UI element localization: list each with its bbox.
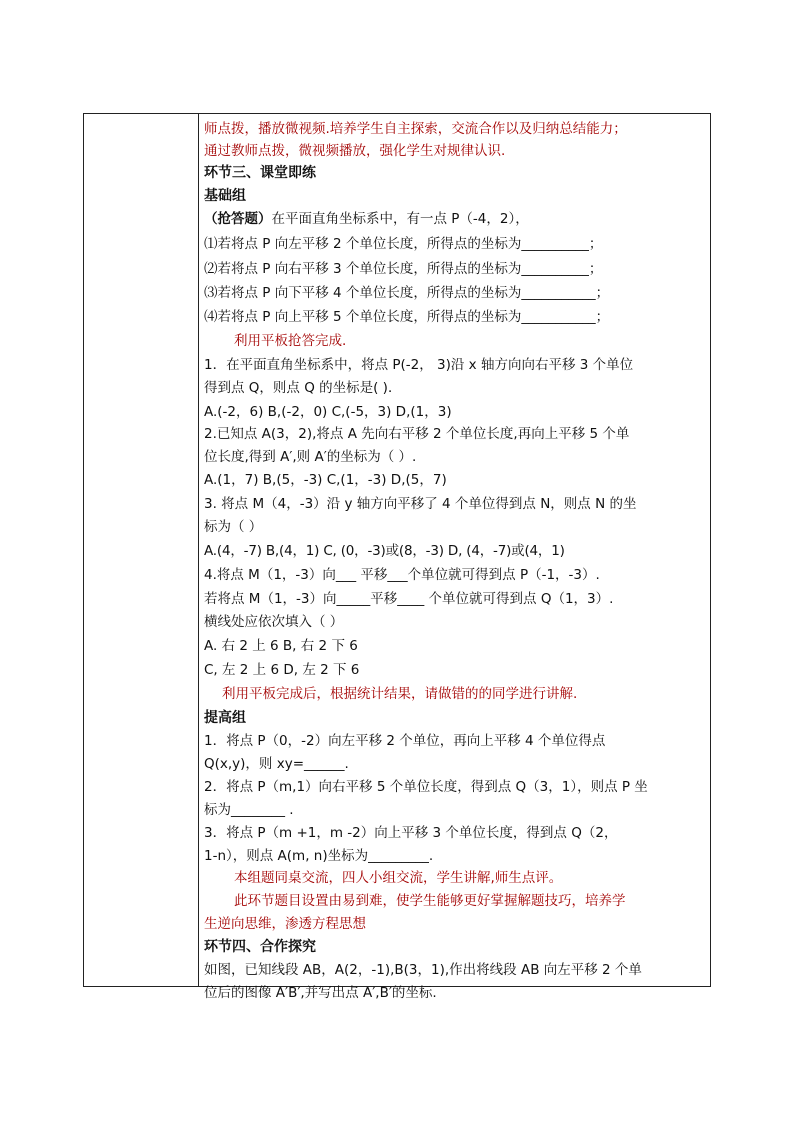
group-heading: 基础组	[204, 188, 246, 204]
answer-options: A.(-2，6) B,(-2，0) C,(-5，3) D,(1，3)	[204, 404, 452, 420]
question-text: 2.已知点 A(3，2),将点 A 先向右平移 2 个单位长度,再向上平移 5 个单	[204, 426, 630, 442]
question-text: 3．将点 P（m +1，m -2）向上平移 3 个单位长度，得到点 Q（2，	[204, 825, 618, 841]
lesson-plan-table	[83, 113, 711, 1001]
question-text: 得到点 Q，则点 Q 的坐标是( )．	[204, 380, 402, 396]
question-text: 3. 将点 M（4，-3）沿 y 轴方向平移了 4 个单位得到点 N，则点 N 的坐	[204, 496, 637, 512]
question-text: 4.将点 M（1，-3）向___ 平移___个单位就可得到点 P（-1，-3）.	[204, 567, 600, 583]
question-text: 在平面直角坐标系中，有一点 P（-4，2），	[271, 211, 529, 227]
text-line: 师点拨，播放微视频.培养学生自主探索，交流合作以及归纳总结能力；	[204, 121, 627, 137]
question-text: 若将点 M（1，-3）向_____平移____ 个单位就可得到点 Q（1，3）.	[204, 591, 614, 607]
teaching-note: 本组题同桌交流，四人小组交流，学生讲解,师生点评。	[234, 870, 563, 886]
question-text: 2．将点 P（m,1）向右平移 5 个单位长度，得到点 Q（3，1），则点 P 坐	[204, 779, 648, 795]
teaching-note: 生逆向思维，渗透方程思想	[204, 916, 366, 932]
answer-options: A.(1，7) B,(5，-3) C,(1，-3) D,(5，7)	[204, 472, 447, 488]
answer-options: A.(4，-7) B,(4，1) C, (0，-3)或(8，-3) D, (4，-7)或(4，1)	[204, 543, 565, 559]
teaching-note: 利用平板完成后，根据统计结果，请做错的的同学进行讲解.	[222, 686, 578, 702]
question-tag: （抢答题）	[204, 211, 272, 227]
question-text: 横线处应依次填入（ ）	[204, 614, 344, 630]
sub-question: ⑵若将点 P 向右平移 3 个单位长度，所得点的坐标为__________；	[204, 261, 603, 277]
question-text: 1．在平面直角坐标系中，将点 P(-2， 3)沿 x 轴方向向右平移 3 个单位	[204, 357, 634, 373]
question-text: 标为（ ）	[204, 519, 263, 535]
question-text: 位长度,得到 A′,则 A′的坐标为（ ）.	[204, 449, 417, 465]
teaching-note: 此环节题目设置由易到难，使学生能够更好掌握解题技巧，培养学	[234, 893, 626, 909]
question-text: Q(x,y)，则 xy=______.	[204, 756, 349, 772]
question-intro	[204, 209, 529, 229]
question-text: 1．将点 P（0，-2）向左平移 2 个单位，再向上平移 4 个单位得点	[204, 733, 606, 749]
sub-question: ⑷若将点 P 向上平移 5 个单位长度，所得点的坐标为___________；	[204, 309, 610, 325]
group-heading: 提高组	[204, 710, 246, 726]
left-column-cell	[84, 114, 199, 986]
text-line: 通过教师点拨，微视频播放，强化学生对规律认识.	[204, 143, 506, 159]
question-text: 标为________ .	[204, 802, 294, 818]
question-text: 位后的图像 A′B′,并写出点 A′,B′的坐标.	[204, 985, 437, 1001]
teaching-note: 利用平板抢答完成.	[234, 333, 347, 349]
question-text: 如图，已知线段 AB，A(2，-1),B(3，1),作出将线段 AB 向左平移 2 个单	[204, 962, 642, 978]
answer-options: C, 左 2 上 6 D, 左 2 下 6	[204, 662, 360, 678]
sub-question: ⑶若将点 P 向下平移 4 个单位长度，所得点的坐标为___________；	[204, 285, 610, 301]
section-heading: 环节三、课堂即练	[204, 165, 316, 181]
question-text: 1-n），则点 A(m, n)坐标为_________.	[204, 848, 434, 864]
answer-options: A. 右 2 上 6 B, 右 2 下 6	[204, 638, 358, 654]
section-heading: 环节四、合作探究	[204, 939, 316, 955]
sub-question: ⑴若将点 P 向左平移 2 个单位长度，所得点的坐标为__________；	[204, 236, 603, 252]
